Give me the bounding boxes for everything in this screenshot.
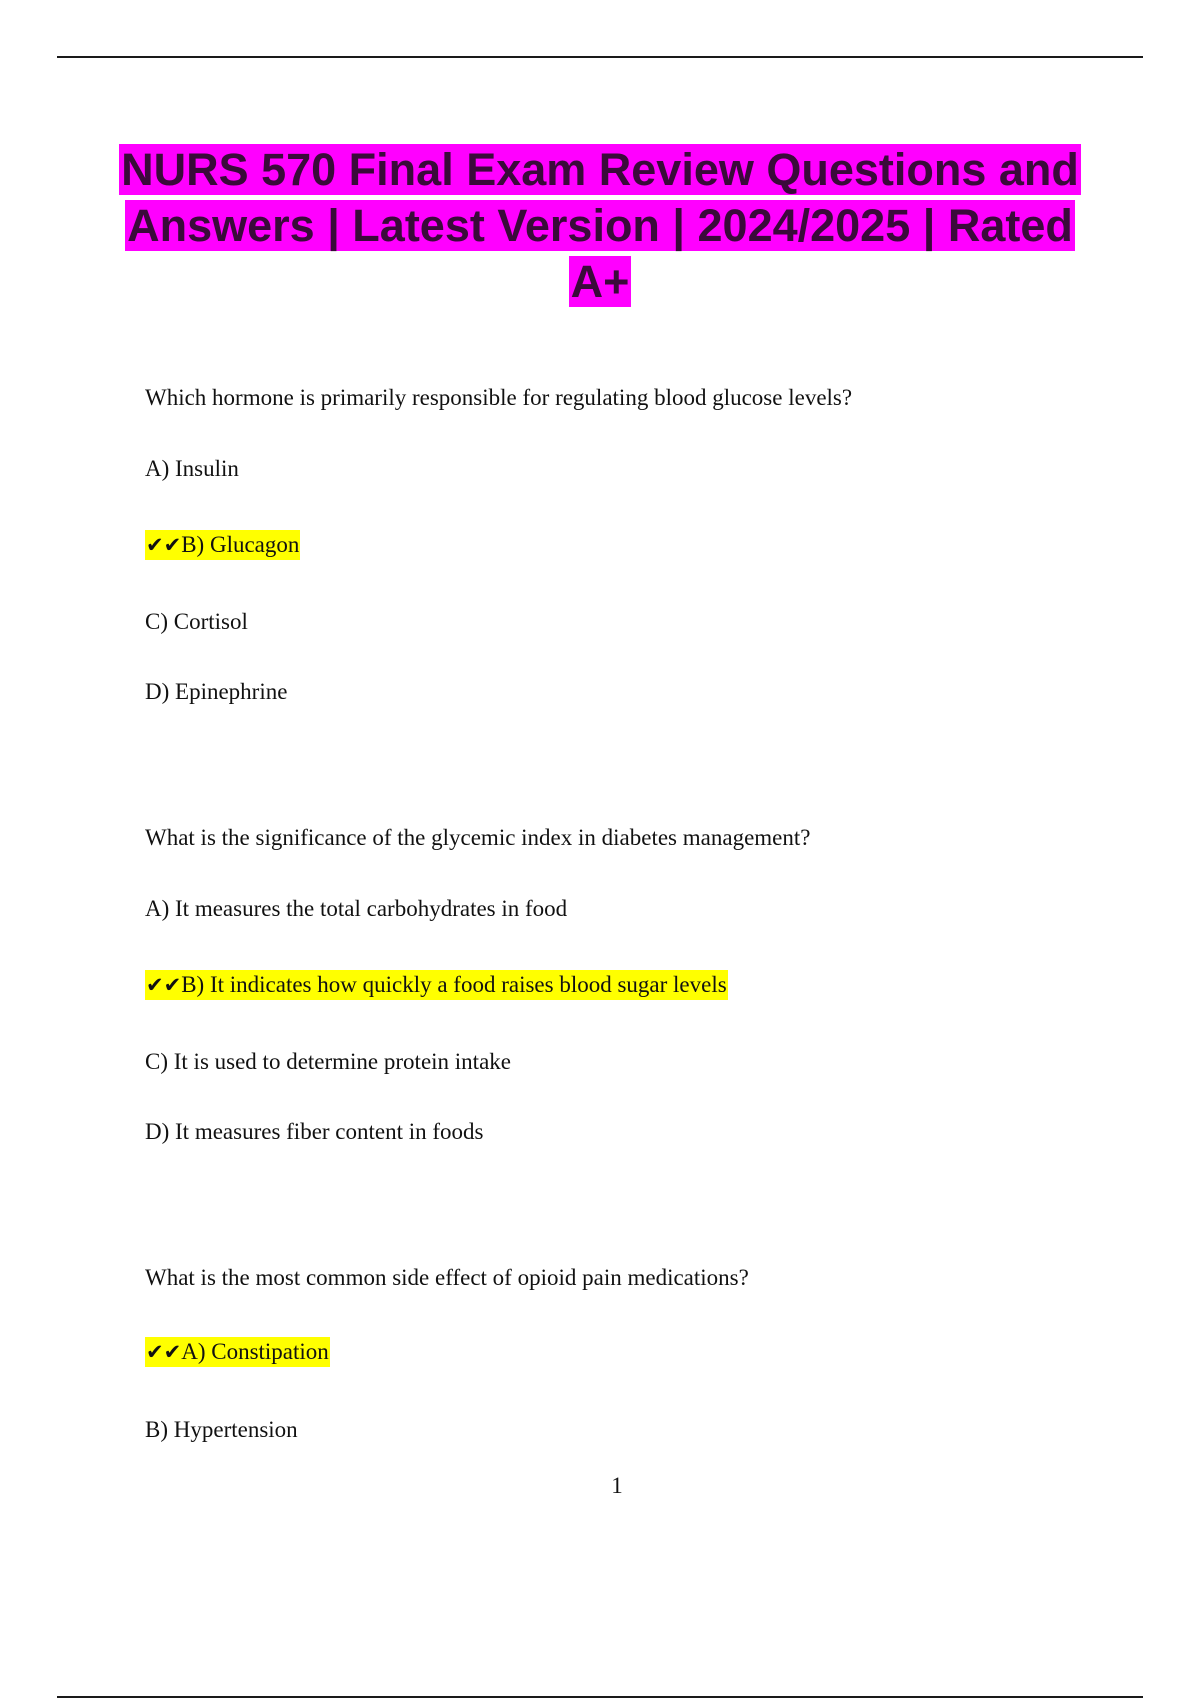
question-3-text: What is the most common side effect of opioid pain medications? [145,1265,749,1290]
check-mark-icon: ✔✔ [146,973,182,997]
answer-text: A) Constipation [181,1339,329,1364]
question-2-option-a: A) It measures the total carbohydrates in food [145,896,568,921]
page-number: 1 [611,1473,623,1498]
page-bottom-rule [57,1696,1143,1698]
question-2-text: What is the significance of the glycemic index in diabetes management? [145,825,811,850]
question-2-option-c: C) It is used to determine protein intake [145,1049,511,1074]
question-2-option-b-correct [145,970,728,1000]
answer-highlight [145,530,300,560]
document-title-text: NURS 570 Final Exam Review Questions and Answers | Latest Version | 2024/2025 | Rated A+ [121,144,1079,307]
question-1-option-d: D) Epinephrine [145,679,288,704]
page-top-rule [57,56,1143,58]
check-mark-icon: ✔✔ [146,533,182,557]
check-mark-icon: ✔✔ [146,1340,182,1364]
question-1-option-b-correct [145,530,300,560]
question-3-option-a-correct [145,1337,330,1367]
answer-highlight [145,970,728,1000]
question-1-text: Which hormone is primarily responsible for regulating blood glucose levels? [145,385,853,410]
question-1-option-c: C) Cortisol [145,609,248,634]
question-3-option-b: B) Hypertension [145,1417,298,1442]
question-1-option-a: A) Insulin [145,456,239,481]
answer-text: B) It indicates how quickly a food raises blood sugar levels [181,972,727,997]
answer-text: B) Glucagon [181,532,300,557]
document-title [100,142,1100,310]
answer-highlight [145,1337,330,1367]
question-2-option-d: D) It measures fiber content in foods [145,1119,484,1144]
